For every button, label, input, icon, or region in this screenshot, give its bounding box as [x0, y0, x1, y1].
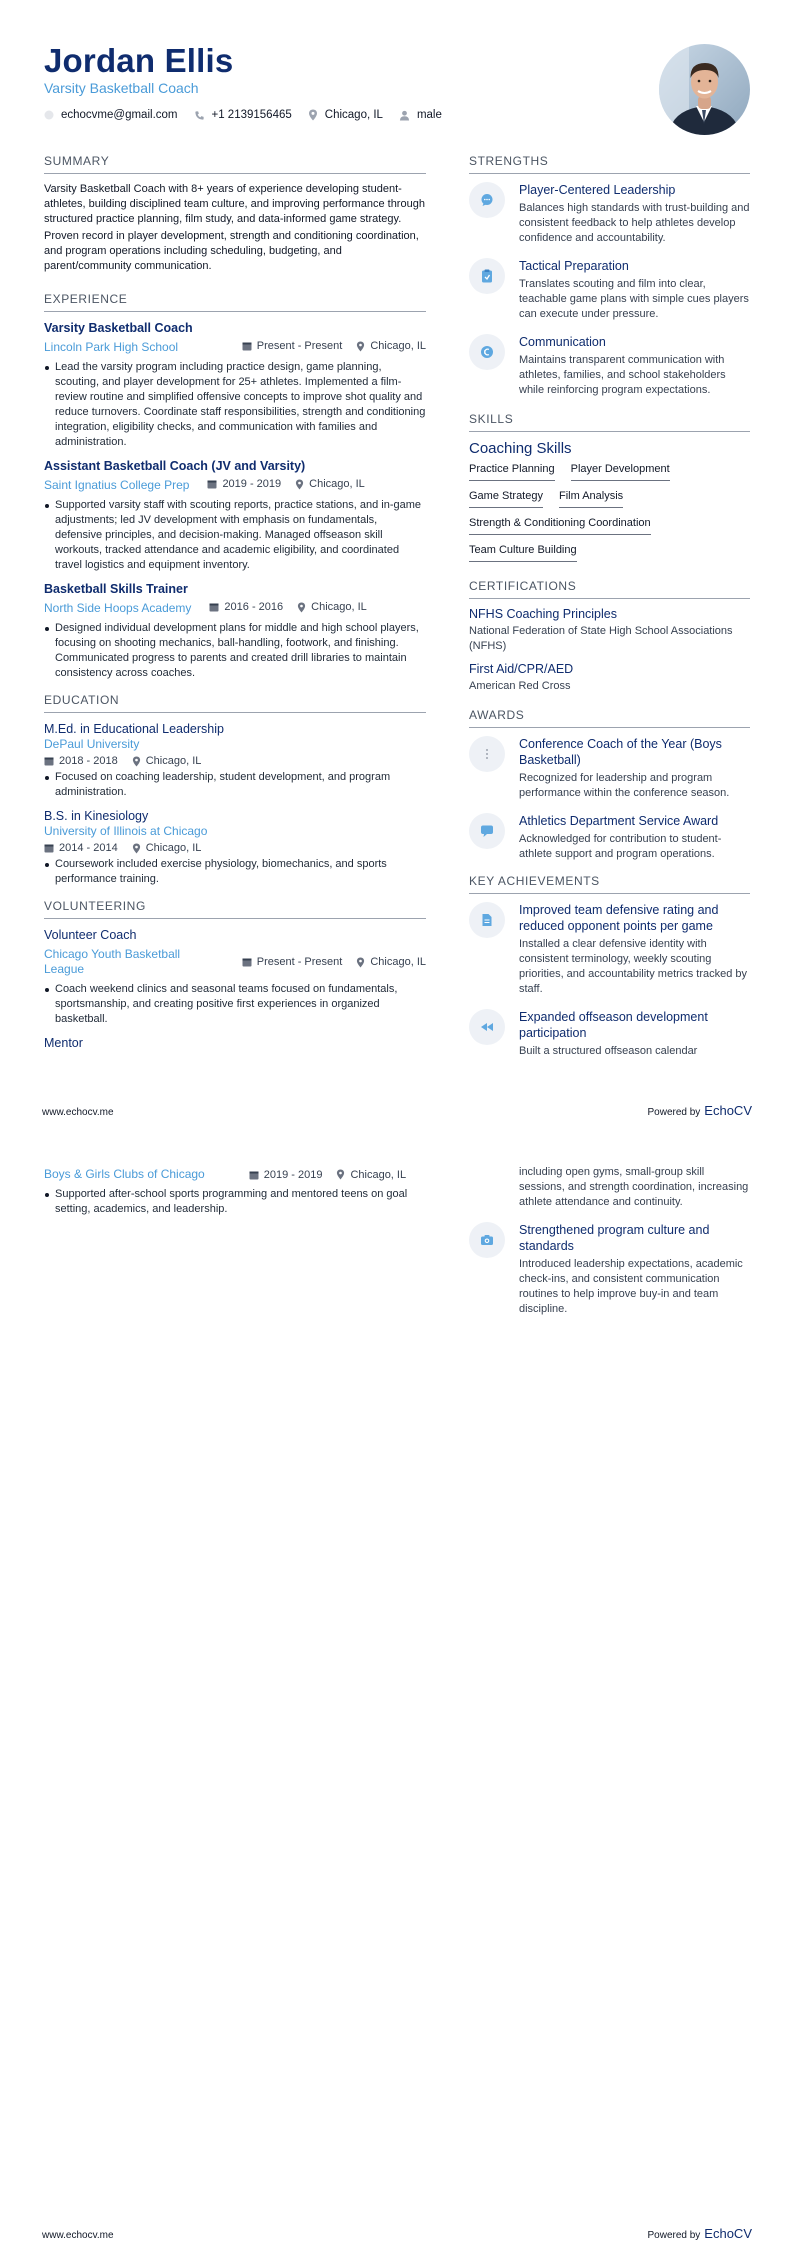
certification-name: NFHS Coaching Principles	[469, 607, 617, 621]
calendar-icon	[249, 1170, 259, 1180]
calendar-icon	[44, 843, 54, 853]
education-location: Chicago, IL	[145, 755, 202, 767]
achievement-item-continued	[469, 1165, 750, 1210]
skill-tag: Practice Planning	[469, 463, 555, 481]
experience-dates: 2016 - 2016	[224, 601, 284, 613]
experience-item	[44, 458, 426, 573]
experience-item	[44, 581, 426, 681]
candidate-name: Jordan Ellis	[44, 42, 234, 79]
achievement-desc: Introduced leadership expectations, academic check-ins, and consistent communication routines to help improve buy-in and team discipline.	[519, 1258, 743, 1315]
experience-org[interactable]: Lincoln Park High School	[44, 340, 179, 354]
education-dates: 2018 - 2018	[59, 755, 118, 767]
achievements-heading: KEY ACHIEVEMENTS	[469, 874, 750, 894]
strength-title: Communication	[519, 335, 606, 349]
award-title: Athletics Department Service Award	[519, 814, 719, 828]
achievement-desc: Installed a clear defensive identity with consistent terminology, weekly scouting priorities, and accountability metrics tracked by staff.	[519, 938, 748, 995]
achievement-desc-part-1: Built a structured offseason calendar	[519, 1045, 698, 1057]
experience-bullet: Designed individual development plans for middle and high school players, focusing on shooting mechanics, ball-handling, footwork, and finishing. Communicated progress to parents and created drill libraries to maintain consistency across coaches.	[44, 621, 426, 681]
left-column	[44, 154, 426, 1051]
award-item	[469, 813, 750, 862]
volunteering-bullet: Coach weekend clinics and seasonal teams focused on fundamentals, sportsmanship, and creating positive first experiences in organized basketball.	[44, 982, 426, 1027]
candidate-title: Varsity Basketball Coach	[44, 80, 199, 96]
achievement-desc-part-2: including open gyms, small-group skill sessions, and strength coordination, increasing athlete attendance and continuity.	[519, 1166, 749, 1208]
volunteering-org[interactable]: Boys & Girls Clubs of Chicago	[44, 1167, 205, 1181]
location-pin-icon	[295, 479, 304, 490]
strength-item	[469, 334, 750, 398]
footer	[42, 1103, 752, 1118]
experience-role: Varsity Basketball Coach	[44, 321, 193, 335]
summary-heading: SUMMARY	[44, 154, 426, 174]
experience-org[interactable]: North Side Hoops Academy	[44, 601, 192, 615]
experience-org[interactable]: Saint Ignatius College Prep	[44, 478, 190, 492]
award-title: Conference Coach of the Year (Boys Basketball)	[519, 737, 722, 767]
skills-group-title: Coaching Skills	[469, 440, 572, 457]
contact-gender	[399, 109, 442, 121]
experience-location: Chicago, IL	[309, 478, 365, 490]
location-pin-icon	[308, 109, 318, 121]
chat-bubble-icon	[469, 182, 505, 218]
education-dates: 2014 - 2014	[59, 842, 118, 854]
calendar-icon	[44, 756, 54, 766]
certifications-heading: CERTIFICATIONS	[469, 579, 750, 599]
volunteering-role: Volunteer Coach	[44, 928, 137, 942]
award-desc: Recognized for leadership and program performance within the conference season.	[519, 772, 730, 799]
footer-powered-text: Powered by	[647, 1107, 701, 1118]
footer-powered-by	[647, 2226, 752, 2241]
right-column	[469, 154, 750, 1071]
certification-org: American Red Cross	[469, 680, 571, 692]
strength-desc: Balances high standards with trust-building and consistent feedback to help athletes develop confidence and accountability.	[519, 202, 750, 244]
achievement-title: Strengthened program culture and standards	[519, 1223, 710, 1253]
awards-heading: AWARDS	[469, 708, 750, 728]
experience-role: Basketball Skills Trainer	[44, 582, 188, 596]
volunteering-location: Chicago, IL	[370, 956, 426, 968]
location-pin-icon	[132, 843, 141, 854]
footer	[42, 2226, 752, 2241]
volunteering-org[interactable]: Chicago Youth Basketball League	[44, 947, 181, 976]
footer-powered-by	[647, 1103, 752, 1118]
education-heading: EDUCATION	[44, 693, 426, 713]
footer-brand[interactable]: EchoCV	[704, 2226, 752, 2241]
contact-row	[44, 109, 458, 121]
left-column-continued	[44, 1163, 426, 1225]
experience-bullet: Lead the varsity program including practice design, game planning, scouting, and player development for 25+ athletes. Implemented a film-review routine and simplified offensive concepts to improve shot quality and reduce turnovers. Coordinate staff responsibilities, strength and conditioning integration, eligibility checks, and communication with families and administration.	[44, 360, 426, 450]
footer-powered-text: Powered by	[647, 2230, 701, 2241]
achievement-item	[469, 1009, 750, 1059]
location-pin-icon	[132, 756, 141, 767]
experience-location: Chicago, IL	[370, 340, 426, 352]
dots-icon	[469, 736, 505, 772]
contact-phone[interactable]	[194, 109, 292, 121]
skill-tag: Team Culture Building	[469, 544, 577, 562]
education-item	[44, 808, 426, 887]
strength-title: Tactical Preparation	[519, 259, 629, 273]
education-school[interactable]: DePaul University	[44, 737, 140, 751]
strength-title: Player-Centered Leadership	[519, 183, 676, 197]
calendar-icon	[242, 957, 252, 967]
volunteering-dates: 2019 - 2019	[263, 1168, 323, 1181]
email-text: echocvme@gmail.com	[61, 109, 178, 121]
phone-icon	[194, 110, 205, 121]
experience-item	[44, 320, 426, 450]
strength-desc: Maintains transparent communication with athletes, families, and school stakeholders while reinforcing program expectations.	[519, 354, 726, 396]
achievement-title: Expanded offseason development participation	[519, 1010, 708, 1040]
right-column-continued	[469, 1165, 750, 1329]
location-pin-icon	[356, 341, 365, 352]
profile-photo	[659, 44, 750, 135]
location-pin-icon	[297, 602, 306, 613]
footer-site-link[interactable]: www.echocv.me	[42, 1107, 114, 1118]
skills-heading: SKILLS	[469, 412, 750, 432]
certification-name: First Aid/CPR/AED	[469, 662, 574, 676]
education-school[interactable]: University of Illinois at Chicago	[44, 824, 208, 838]
skill-tag: Film Analysis	[559, 490, 623, 508]
strength-item	[469, 182, 750, 246]
experience-location: Chicago, IL	[311, 601, 367, 613]
experience-dates: 2019 - 2019	[222, 478, 282, 490]
clipboard-icon	[469, 258, 505, 294]
volunteering-item	[44, 927, 426, 1027]
education-degree: M.Ed. in Educational Leadership	[44, 722, 224, 736]
achievement-item	[469, 1222, 750, 1317]
experience-heading: EXPERIENCE	[44, 292, 426, 312]
document-icon	[469, 902, 505, 938]
footer-brand[interactable]: EchoCV	[704, 1103, 752, 1118]
volunteering-location: Chicago, IL	[350, 1168, 407, 1181]
euro-icon	[469, 334, 505, 370]
resume-page-2	[0, 1123, 794, 2246]
phone-text: +1 2139156465	[211, 109, 292, 121]
email-icon	[44, 110, 54, 120]
education-location: Chicago, IL	[145, 842, 202, 854]
person-icon	[399, 110, 410, 121]
camera-icon	[469, 1222, 505, 1258]
volunteering-bullet: Supported after-school sports programming and mentored teens on goal setting, academics, and leadership.	[44, 1187, 426, 1217]
location-pin-icon	[336, 1169, 345, 1180]
rewind-icon	[469, 1009, 505, 1045]
certification-org: National Federation of State High School Associations (NFHS)	[469, 625, 733, 652]
skill-tag: Player Development	[571, 463, 670, 481]
footer-site-link[interactable]: www.echocv.me	[42, 2230, 114, 2241]
volunteering-role: Mentor	[44, 1036, 83, 1050]
summary-paragraph-1: Varsity Basketball Coach with 8+ years of experience developing student-athletes, building disciplined team culture, and improving performance through structured practice planning, film study, and data-informed game strategy.	[44, 183, 425, 225]
volunteering-heading: VOLUNTEERING	[44, 899, 426, 919]
skill-tag: Strength & Conditioning Coordination	[469, 517, 651, 535]
strength-item	[469, 258, 750, 322]
education-degree: B.S. in Kinesiology	[44, 809, 149, 823]
calendar-icon	[242, 341, 252, 351]
achievement-title: Improved team defensive rating and reduced opponent points per game	[519, 903, 719, 933]
experience-bullet: Supported varsity staff with scouting reports, practice stations, and in-game adjustments; led JV development with emphasis on fundamentals, defensive principles, and decision-making. Managed offseason skill workouts, tracked attendance and academic eligibility, and coordinated travel logistics and equipment inventory.	[44, 498, 426, 573]
skill-tag: Game Strategy	[469, 490, 543, 508]
volunteering-dates: Present - Present	[256, 956, 343, 968]
calendar-icon	[209, 602, 219, 612]
achievement-item	[469, 902, 750, 997]
calendar-icon	[207, 479, 217, 489]
strength-desc: Translates scouting and film into clear, teachable game plans with simple cues players can execute under pressure.	[519, 278, 749, 320]
summary-paragraph-2: Proven record in player development, strength and conditioning coordination, and program operations including scheduling, budgeting, and parent/community communication.	[44, 230, 419, 272]
volunteering-item	[44, 1167, 426, 1217]
experience-role: Assistant Basketball Coach (JV and Varsity)	[44, 459, 306, 473]
location-text: Chicago, IL	[324, 109, 383, 121]
location-pin-icon	[356, 957, 365, 968]
award-desc: Acknowledged for contribution to student-athlete support and program operations.	[519, 833, 722, 860]
award-item	[469, 736, 750, 801]
contact-location	[308, 109, 383, 121]
gender-text: male	[416, 109, 442, 121]
chat-bubble-icon	[469, 813, 505, 849]
education-item	[44, 721, 426, 800]
skills-list	[469, 463, 750, 571]
contact-email[interactable]	[44, 109, 178, 121]
education-bullet: Coursework included exercise physiology, biomechanics, and sports performance training.	[44, 857, 426, 887]
strengths-heading: STRENGTHS	[469, 154, 750, 174]
experience-dates: Present - Present	[256, 340, 343, 352]
education-bullet: Focused on coaching leadership, student development, and program administration.	[44, 770, 426, 800]
